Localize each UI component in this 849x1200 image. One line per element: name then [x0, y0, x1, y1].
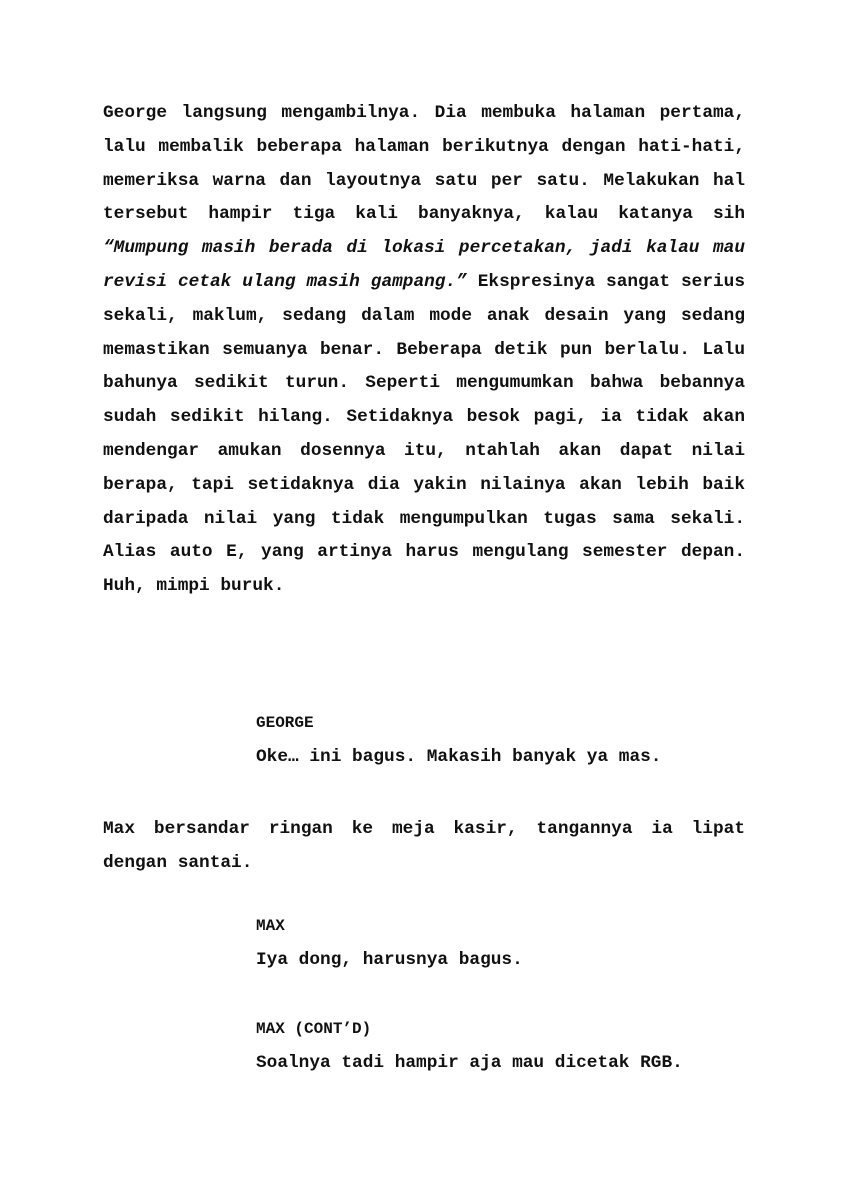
dialogue-george	[256, 707, 746, 775]
character-name-max: MAX	[256, 917, 285, 935]
character-name-max-contd: MAX (CONT’D)	[256, 1020, 372, 1038]
dialogue-line-george: Oke… ini bagus. Makasih banyak ya mas.	[256, 746, 662, 767]
action-text: George langsung mengambilnya. Dia membuka halaman pertama, lalu membalik beberapa halaman berikutnya dengan hati-hati, memeriksa warna dan layoutnya satu per satu. Melakukan hal tersebut hampir tiga kali banyaknya, kalau katanya sih	[103, 103, 745, 225]
dialogue-max-2	[256, 1013, 746, 1081]
dialogue-max-1	[256, 910, 746, 978]
dialogue-line-max-1: Iya dong, harusnya bagus.	[256, 949, 523, 970]
action-paragraph-2: Max bersandar ringan ke meja kasir, tangannya ia lipat dengan santai.	[103, 819, 745, 873]
dialogue-line-max-2: Soalnya tadi hampir aja mau dicetak RGB.	[256, 1052, 683, 1073]
action-text-continued: Ekspresinya sangat serius sekali, maklum, sedang dalam mode anak desain yang sedang memastikan semuanya benar. Beberapa detik pun berlalu. Lalu bahunya sedikit turun. Seperti mengumumkan bahwa bebannya sudah sedikit hilang. Setidaknya besok pagi, ia tidak akan mendengar amukan dosennya itu, ntahlah akan dapat nilai berapa, tapi setidaknya dia yakin nilainya akan lebih baik daripada nilai yang tidak mengumpulkan tugas sama sekali. Alias auto E, yang artinya harus mengulang semester depan. Huh, mimpi buruk.	[103, 271, 746, 597]
action-italic-quote: “Mumpung masih berada di lokasi percetakan, jadi kalau mau revisi cetak ulang masih gampang.”	[103, 238, 745, 292]
character-name-george: GEORGE	[256, 714, 314, 732]
action-paragraph-1	[103, 97, 745, 604]
